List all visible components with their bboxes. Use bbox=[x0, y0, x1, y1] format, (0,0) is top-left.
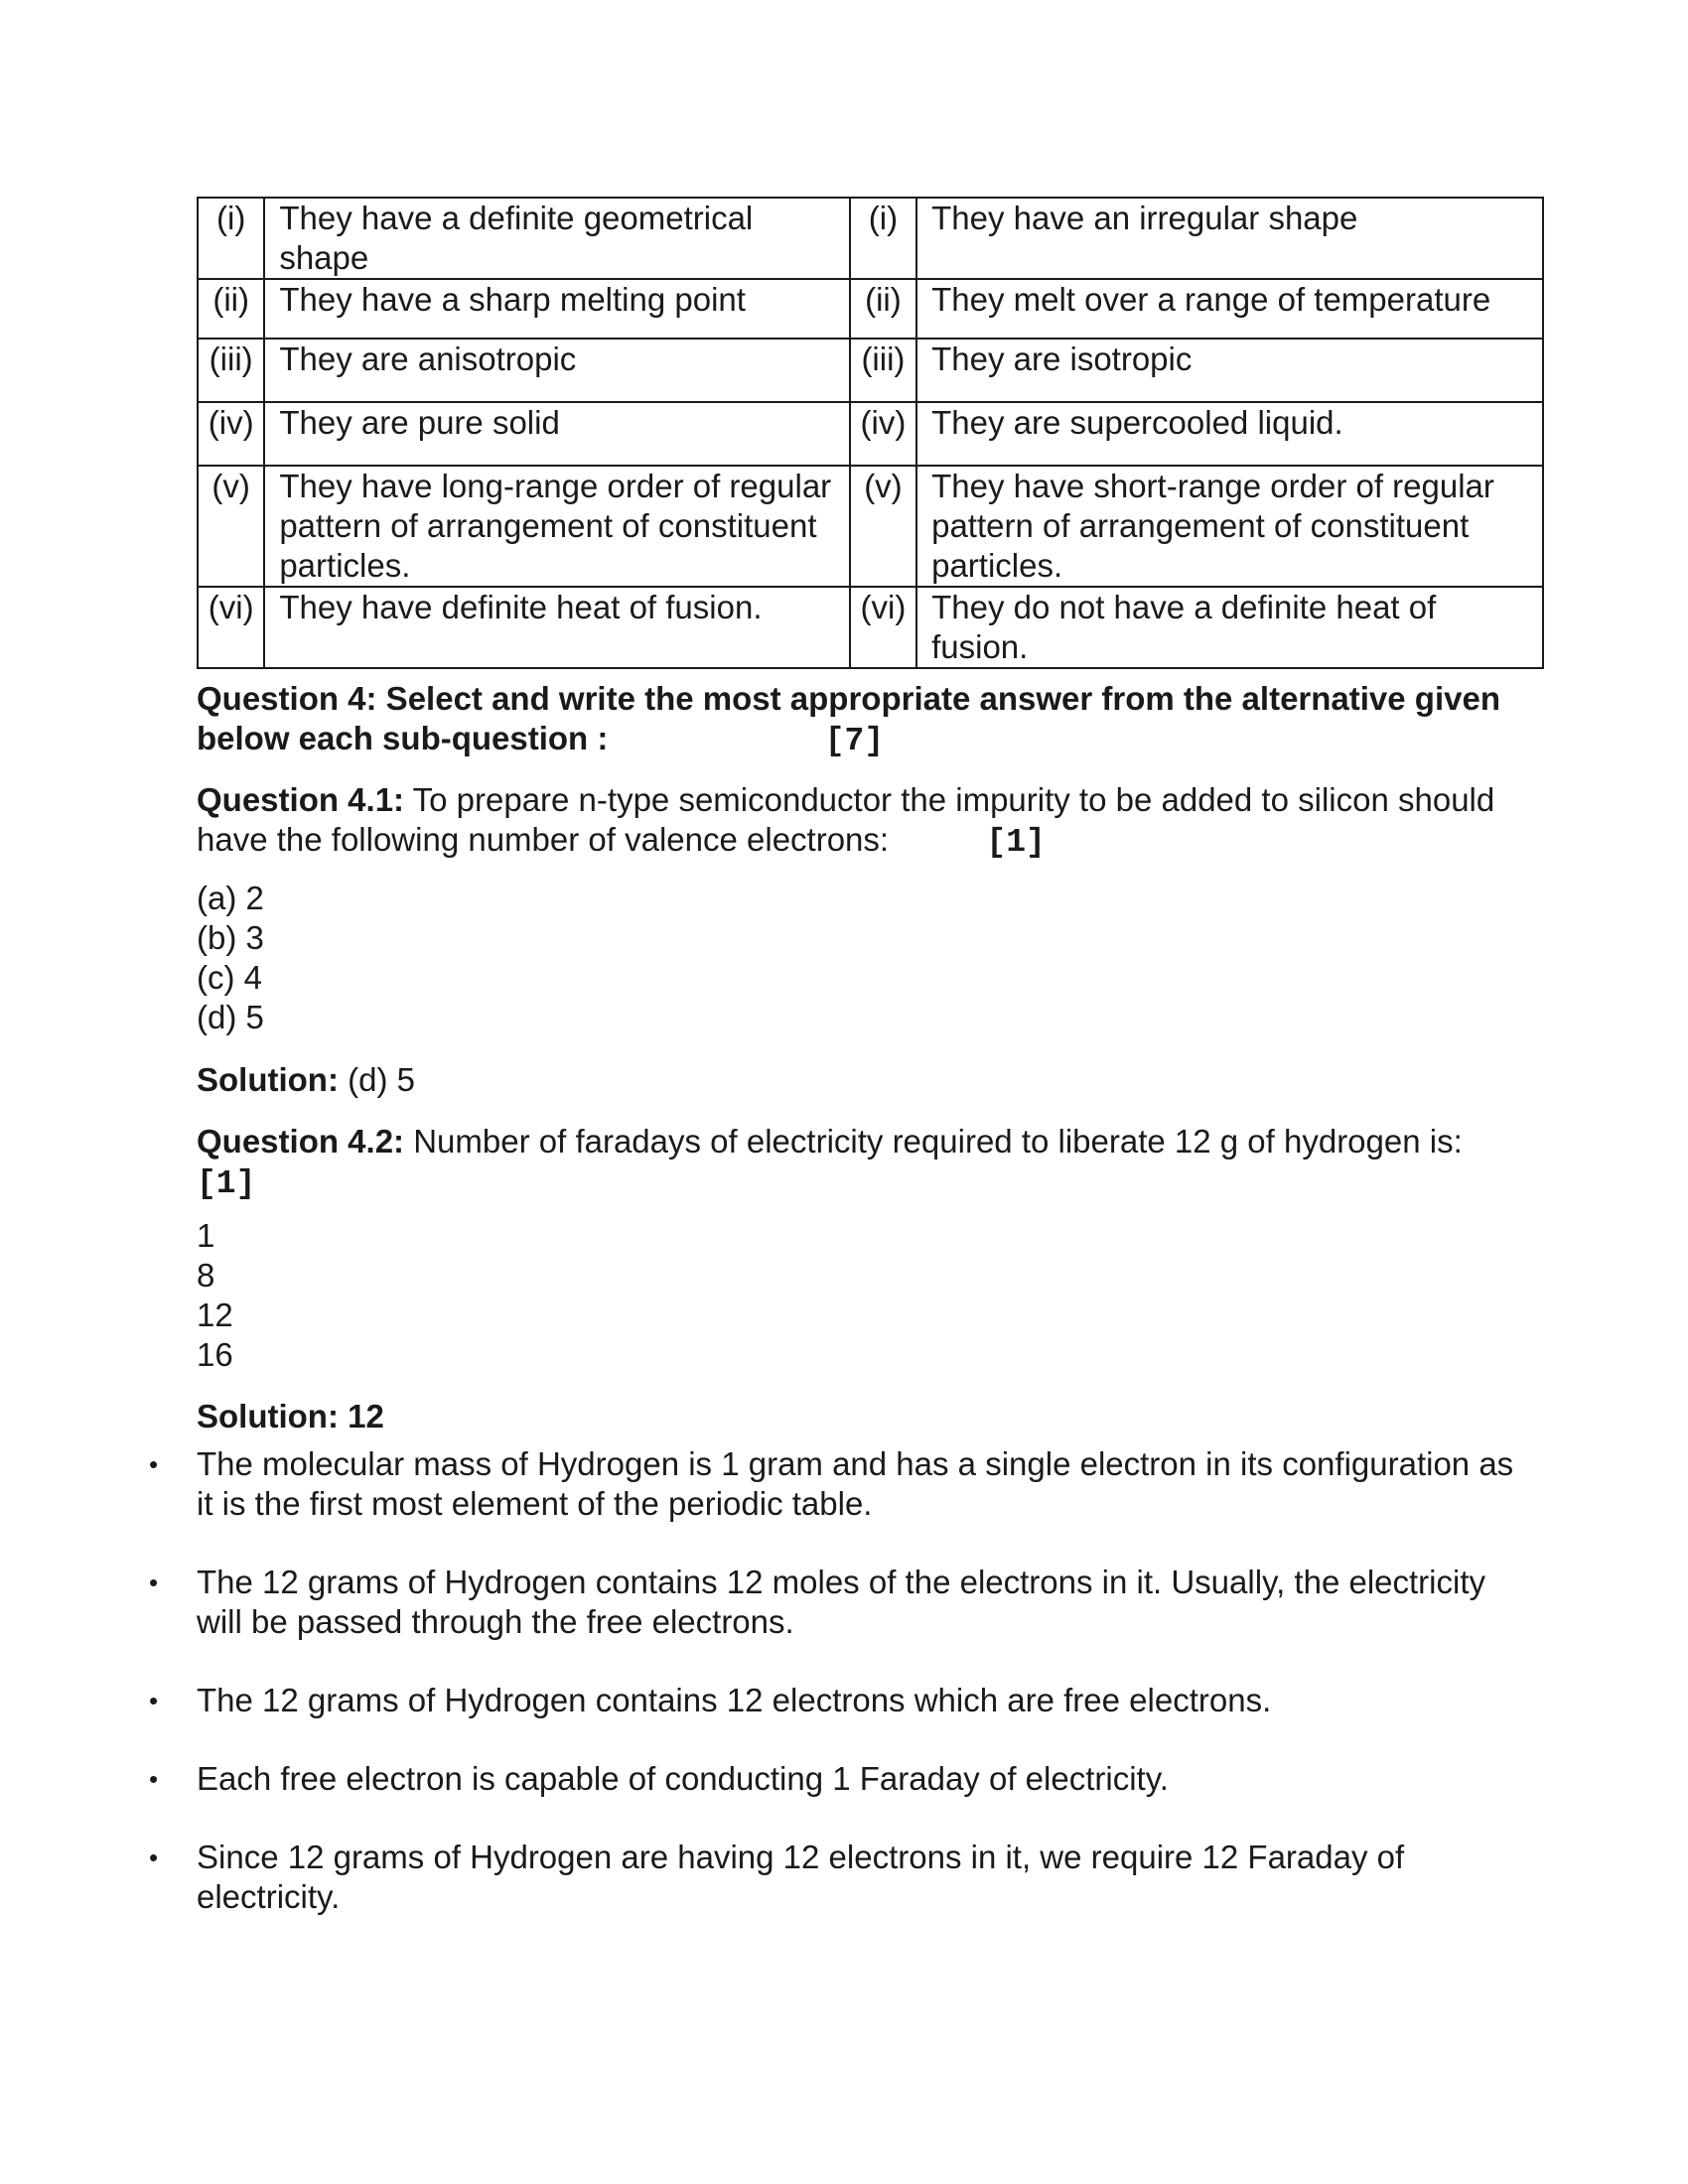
question-4-heading bbox=[197, 679, 1517, 761]
question-4-1-text: To prepare n-type semiconductor the impurity to be added to silicon should have the following number of valence electrons: bbox=[197, 781, 1495, 858]
right-property: They are supercooled liquid. bbox=[916, 402, 1543, 466]
left-row-number: (vi) bbox=[198, 587, 264, 668]
list-item-text: Each free electron is capable of conducting 1 Faraday of electricity. bbox=[197, 1760, 1169, 1797]
left-row-number: (i) bbox=[198, 198, 264, 279]
solution-label: Solution: bbox=[197, 1061, 339, 1098]
question-4-2-text: Number of faradays of electricity required to liberate 12 g of hydrogen is: bbox=[413, 1123, 1463, 1160]
right-row-number: (iv) bbox=[850, 402, 916, 466]
list-item bbox=[149, 1838, 1517, 1917]
question-4-1 bbox=[197, 780, 1517, 863]
list-item bbox=[149, 1444, 1517, 1524]
bullet-icon: • bbox=[149, 1568, 159, 1597]
option-1: 1 bbox=[197, 1217, 215, 1254]
left-row-number: (iv) bbox=[198, 402, 264, 466]
list-item bbox=[149, 1759, 1517, 1799]
bullet-icon: • bbox=[149, 1686, 159, 1715]
left-property: They have a definite geometrical shape bbox=[264, 198, 849, 279]
right-row-number: (v) bbox=[850, 466, 916, 587]
list-item-text: The 12 grams of Hydrogen contains 12 moles of the electrons in it. Usually, the electricity will be passed through the free electrons. bbox=[197, 1564, 1486, 1640]
table-row bbox=[198, 466, 1543, 587]
left-row-number: (ii) bbox=[198, 279, 264, 339]
list-item bbox=[149, 1563, 1517, 1642]
right-property: They do not have a definite heat of fusion. bbox=[916, 587, 1543, 668]
solution-answer: 12 bbox=[348, 1398, 384, 1434]
right-row-number: (vi) bbox=[850, 587, 916, 668]
left-property: They have a sharp melting point bbox=[264, 279, 849, 339]
right-row-number: (i) bbox=[850, 198, 916, 279]
bullet-icon: • bbox=[149, 1843, 159, 1872]
table-row bbox=[198, 279, 1543, 339]
question-4-2-solution bbox=[197, 1397, 384, 1436]
question-4-2-options bbox=[197, 1216, 233, 1375]
option-3: 12 bbox=[197, 1297, 233, 1333]
right-property: They have short-range order of regular pattern of arrangement of constituent particles. bbox=[916, 466, 1543, 587]
question-4-2-marks: [1] bbox=[197, 1165, 256, 1202]
table-row bbox=[198, 402, 1543, 466]
right-property: They have an irregular shape bbox=[916, 198, 1543, 279]
option-d: (d) 5 bbox=[197, 999, 264, 1035]
comparison-table bbox=[197, 197, 1544, 669]
option-2: 8 bbox=[197, 1257, 215, 1294]
right-property: They are isotropic bbox=[916, 339, 1543, 402]
solution-answer: (d) 5 bbox=[348, 1061, 415, 1098]
question-4-2 bbox=[197, 1122, 1517, 1204]
bullet-icon: • bbox=[149, 1449, 159, 1479]
left-row-number: (v) bbox=[198, 466, 264, 587]
table-row bbox=[198, 198, 1543, 279]
list-item-text: The molecular mass of Hydrogen is 1 gram and has a single electron in its configuration as it is the first most element of the periodic table. bbox=[197, 1445, 1514, 1522]
question-4-2-label: Question 4.2: bbox=[197, 1123, 405, 1160]
right-row-number: (ii) bbox=[850, 279, 916, 339]
bullet-icon: • bbox=[149, 1764, 159, 1794]
solution-label: Solution: bbox=[197, 1398, 339, 1434]
question-4-1-marks: [1] bbox=[986, 824, 1046, 861]
question-4-marks: [7] bbox=[824, 723, 885, 759]
right-property: They melt over a range of temperature bbox=[916, 279, 1543, 339]
option-4: 16 bbox=[197, 1336, 233, 1373]
left-property: They have long-range order of regular pattern of arrangement of constituent particles. bbox=[264, 466, 849, 587]
right-row-number: (iii) bbox=[850, 339, 916, 402]
left-row-number: (iii) bbox=[198, 339, 264, 402]
left-property: They are anisotropic bbox=[264, 339, 849, 402]
list-item-text: Since 12 grams of Hydrogen are having 12 electrons in it, we require 12 Faraday of electricity. bbox=[197, 1839, 1405, 1915]
solution-explanation-list bbox=[149, 1444, 1517, 1917]
option-a: (a) 2 bbox=[197, 880, 264, 916]
left-property: They are pure solid bbox=[264, 402, 849, 466]
left-property: They have definite heat of fusion. bbox=[264, 587, 849, 668]
list-item-text: The 12 grams of Hydrogen contains 12 electrons which are free electrons. bbox=[197, 1682, 1272, 1718]
question-4-1-label: Question 4.1: bbox=[197, 781, 405, 818]
option-c: (c) 4 bbox=[197, 959, 262, 996]
list-item bbox=[149, 1681, 1517, 1720]
table-row bbox=[198, 339, 1543, 402]
question-4-1-solution bbox=[197, 1060, 415, 1100]
question-4-text: Question 4: Select and write the most appropriate answer from the alternative given below each sub-question : bbox=[197, 680, 1500, 756]
question-4-1-options bbox=[197, 879, 264, 1037]
option-b: (b) 3 bbox=[197, 919, 264, 956]
table-row bbox=[198, 587, 1543, 668]
